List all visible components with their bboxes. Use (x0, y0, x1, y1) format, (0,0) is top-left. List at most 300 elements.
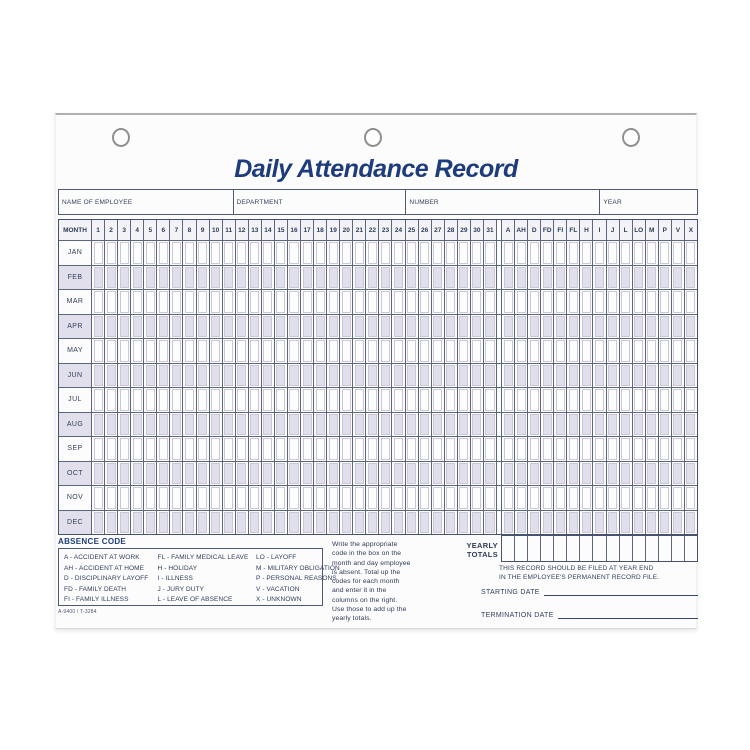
day-write-in-box (198, 512, 207, 534)
month-row-label: DEC (59, 511, 91, 535)
day-cell (458, 437, 470, 461)
day-write-in-box (263, 512, 272, 534)
day-write-in-box (107, 316, 116, 338)
day-cell (445, 364, 457, 388)
yearly-total-cell (580, 536, 592, 561)
code-write-in-box (556, 242, 565, 264)
day-write-in-box (485, 389, 494, 411)
day-cell (118, 241, 130, 265)
day-write-in-box (381, 512, 390, 534)
day-write-in-box (446, 512, 455, 534)
code-write-in-box (569, 365, 578, 387)
day-cell (392, 266, 404, 290)
day-cell (366, 241, 378, 265)
day-cell (379, 241, 391, 265)
day-cell (157, 388, 169, 412)
code-total-cell (620, 290, 632, 314)
day-cell (92, 486, 104, 510)
code-write-in-box (595, 438, 604, 460)
code-total-cell (567, 437, 579, 461)
code-write-in-box (517, 389, 526, 411)
day-cell (236, 462, 248, 486)
day-column-header: 26 (419, 220, 431, 240)
day-write-in-box (159, 414, 168, 436)
code-total-cell (502, 413, 514, 437)
code-total-cell (659, 315, 671, 339)
day-cell (157, 511, 169, 535)
code-total-cell (659, 511, 671, 535)
day-cell (170, 486, 182, 510)
day-cell (118, 486, 130, 510)
day-cell (340, 413, 352, 437)
day-write-in-box (289, 316, 298, 338)
day-write-in-box (316, 512, 325, 534)
day-write-in-box (420, 389, 429, 411)
day-write-in-box (276, 316, 285, 338)
absence-code-entry: FI - FAMILY ILLNESS (64, 596, 129, 604)
code-total-cell (554, 413, 566, 437)
day-write-in-box (159, 487, 168, 509)
day-cell (340, 339, 352, 363)
day-write-in-box (355, 463, 364, 485)
day-cell (484, 388, 496, 412)
day-write-in-box (172, 365, 181, 387)
code-write-in-box (686, 291, 695, 313)
code-write-in-box (621, 316, 630, 338)
day-cell (275, 290, 287, 314)
day-cell (288, 511, 300, 535)
day-cell (340, 266, 352, 290)
day-cell (419, 413, 431, 437)
instruction-line: is absent. Total up the (332, 568, 401, 576)
attendance-form-paper (55, 113, 697, 629)
day-write-in-box (342, 291, 351, 313)
code-write-in-box (608, 463, 617, 485)
day-cell (366, 511, 378, 535)
code-total-cell (593, 437, 605, 461)
day-write-in-box (420, 487, 429, 509)
code-write-in-box (543, 389, 552, 411)
yearly-total-cell (528, 536, 540, 561)
day-write-in-box (433, 267, 442, 289)
day-cell (353, 462, 365, 486)
code-write-in-box (582, 316, 591, 338)
day-cell (144, 462, 156, 486)
absence-code-entry: I - ILLNESS (157, 575, 193, 583)
day-cell (327, 290, 339, 314)
code-column-header: M (646, 220, 658, 240)
day-cell (327, 266, 339, 290)
day-write-in-box (263, 242, 272, 264)
day-write-in-box (289, 438, 298, 460)
code-write-in-box (517, 512, 526, 534)
day-write-in-box (133, 487, 142, 509)
code-total-cell (659, 364, 671, 388)
code-write-in-box (673, 389, 682, 411)
day-write-in-box (172, 242, 181, 264)
day-cell (118, 388, 130, 412)
absence-code-entry: AH - ACCIDENT AT HOME (64, 564, 145, 572)
day-cell (288, 315, 300, 339)
day-write-in-box (342, 414, 351, 436)
day-cell (105, 290, 117, 314)
code-write-in-box (569, 512, 578, 534)
code-write-in-box (517, 267, 526, 289)
day-write-in-box (276, 438, 285, 460)
day-cell (223, 241, 235, 265)
day-cell (379, 413, 391, 437)
day-cell (210, 315, 222, 339)
code-write-in-box (660, 340, 669, 362)
code-total-cell (502, 315, 514, 339)
code-total-cell (541, 364, 553, 388)
day-cell (210, 290, 222, 314)
code-write-in-box (504, 414, 513, 436)
code-total-cell (580, 388, 592, 412)
day-write-in-box (237, 463, 246, 485)
day-write-in-box (224, 291, 233, 313)
info-field-department (233, 190, 406, 214)
month-row-label: OCT (59, 462, 91, 486)
code-write-in-box (543, 463, 552, 485)
day-cell (92, 241, 104, 265)
code-total-cell (541, 290, 553, 314)
day-write-in-box (276, 487, 285, 509)
code-write-in-box (647, 414, 656, 436)
day-write-in-box (420, 414, 429, 436)
day-cell (340, 241, 352, 265)
day-cell (118, 462, 130, 486)
day-cell (353, 413, 365, 437)
code-write-in-box (595, 267, 604, 289)
day-write-in-box (355, 365, 364, 387)
punch-hole-right (622, 128, 640, 147)
day-cell (379, 266, 391, 290)
day-write-in-box (146, 463, 155, 485)
day-write-in-box (133, 512, 142, 534)
day-cell (197, 388, 209, 412)
day-cell (432, 413, 444, 437)
day-write-in-box (107, 487, 116, 509)
day-write-in-box (263, 463, 272, 485)
day-write-in-box (172, 414, 181, 436)
day-cell (170, 413, 182, 437)
day-write-in-box (276, 291, 285, 313)
day-cell (301, 437, 313, 461)
day-write-in-box (263, 291, 272, 313)
day-cell (236, 486, 248, 510)
day-cell (301, 241, 313, 265)
day-write-in-box (237, 487, 246, 509)
day-write-in-box (276, 242, 285, 264)
day-write-in-box (342, 389, 351, 411)
day-cell (197, 437, 209, 461)
month-row-label: JAN (59, 241, 91, 265)
starting-date-label: STARTING DATE (481, 589, 540, 596)
day-write-in-box (250, 487, 259, 509)
day-cell (301, 511, 313, 535)
day-column-header: 18 (314, 220, 326, 240)
day-cell (432, 486, 444, 510)
grid-spacer (497, 220, 501, 240)
code-write-in-box (504, 267, 513, 289)
code-write-in-box (582, 487, 591, 509)
day-cell (131, 388, 143, 412)
day-write-in-box (224, 316, 233, 338)
code-write-in-box (673, 316, 682, 338)
day-cell (353, 290, 365, 314)
code-write-in-box (660, 291, 669, 313)
day-cell (262, 241, 274, 265)
day-write-in-box (485, 267, 494, 289)
day-write-in-box (172, 340, 181, 362)
yearly-total-cell (633, 536, 645, 561)
day-cell (327, 364, 339, 388)
day-write-in-box (329, 340, 338, 362)
day-cell (249, 413, 261, 437)
day-cell (275, 339, 287, 363)
code-total-cell (633, 413, 645, 437)
yearly-total-cell (502, 536, 514, 561)
day-cell (197, 486, 209, 510)
day-cell (197, 364, 209, 388)
code-write-in-box (608, 512, 617, 534)
code-total-cell (541, 241, 553, 265)
day-write-in-box (303, 414, 312, 436)
code-write-in-box (647, 487, 656, 509)
code-total-cell (646, 315, 658, 339)
day-cell (236, 511, 248, 535)
code-total-cell (659, 486, 671, 510)
code-column-header: D (528, 220, 540, 240)
day-write-in-box (472, 463, 481, 485)
code-write-in-box (556, 316, 565, 338)
code-total-cell (541, 315, 553, 339)
day-write-in-box (485, 316, 494, 338)
code-total-cell (502, 364, 514, 388)
day-write-in-box (329, 438, 338, 460)
day-cell (92, 364, 104, 388)
day-write-in-box (237, 340, 246, 362)
day-write-in-box (368, 365, 377, 387)
code-total-cell (502, 462, 514, 486)
absence-code-entry: P - PERSONAL REASONS (256, 575, 337, 583)
day-write-in-box (329, 291, 338, 313)
day-write-in-box (276, 463, 285, 485)
day-cell (340, 462, 352, 486)
day-cell (392, 290, 404, 314)
day-column-header: 15 (275, 220, 287, 240)
day-write-in-box (342, 512, 351, 534)
day-write-in-box (120, 340, 129, 362)
code-write-in-box (595, 512, 604, 534)
day-write-in-box (198, 438, 207, 460)
day-write-in-box (172, 291, 181, 313)
code-write-in-box (634, 242, 643, 264)
day-write-in-box (263, 316, 272, 338)
day-column-header: 25 (406, 220, 418, 240)
day-cell (392, 511, 404, 535)
day-cell (157, 486, 169, 510)
day-cell (301, 315, 313, 339)
code-write-in-box (582, 267, 591, 289)
day-cell (432, 437, 444, 461)
day-cell (105, 388, 117, 412)
code-total-cell (515, 437, 527, 461)
day-write-in-box (459, 512, 468, 534)
code-write-in-box (634, 512, 643, 534)
code-write-in-box (517, 291, 526, 313)
day-cell (406, 315, 418, 339)
day-write-in-box (133, 438, 142, 460)
day-cell (327, 437, 339, 461)
code-column-header: LO (633, 220, 645, 240)
day-write-in-box (107, 291, 116, 313)
code-write-in-box (621, 267, 630, 289)
day-cell (366, 388, 378, 412)
code-write-in-box (634, 414, 643, 436)
day-write-in-box (368, 414, 377, 436)
day-write-in-box (303, 389, 312, 411)
day-write-in-box (172, 487, 181, 509)
day-cell (183, 413, 195, 437)
day-write-in-box (133, 267, 142, 289)
code-total-cell (633, 241, 645, 265)
code-total-cell (567, 339, 579, 363)
day-cell (366, 290, 378, 314)
day-cell (445, 339, 457, 363)
day-write-in-box (185, 242, 194, 264)
month-row-label: AUG (59, 413, 91, 437)
code-write-in-box (686, 242, 695, 264)
code-write-in-box (608, 365, 617, 387)
code-total-cell (620, 339, 632, 363)
month-row-label: JUN (59, 364, 91, 388)
code-write-in-box (517, 414, 526, 436)
code-total-cell (554, 241, 566, 265)
day-write-in-box (198, 463, 207, 485)
day-cell (275, 413, 287, 437)
day-cell (236, 388, 248, 412)
day-cell (445, 290, 457, 314)
code-total-cell (515, 339, 527, 363)
code-write-in-box (621, 438, 630, 460)
day-write-in-box (316, 389, 325, 411)
code-write-in-box (608, 487, 617, 509)
yearly-total-cell (646, 536, 658, 561)
day-write-in-box (94, 365, 103, 387)
day-cell (210, 462, 222, 486)
code-total-cell (672, 241, 684, 265)
day-cell (144, 413, 156, 437)
day-cell (353, 315, 365, 339)
day-write-in-box (446, 463, 455, 485)
day-cell (366, 266, 378, 290)
day-cell (92, 315, 104, 339)
day-write-in-box (459, 487, 468, 509)
day-write-in-box (329, 487, 338, 509)
day-write-in-box (198, 487, 207, 509)
day-cell (406, 486, 418, 510)
day-cell (419, 388, 431, 412)
code-total-cell (515, 241, 527, 265)
day-write-in-box (250, 389, 259, 411)
yearly-total-cell (620, 536, 632, 561)
day-write-in-box (224, 487, 233, 509)
day-cell (183, 486, 195, 510)
day-column-header: 22 (366, 220, 378, 240)
info-field-name-of-employee (59, 190, 233, 214)
day-column-header: 21 (353, 220, 365, 240)
day-write-in-box (211, 463, 220, 485)
day-cell (105, 486, 117, 510)
yearly-totals-label: YEARLY TOTALS (466, 541, 498, 559)
day-write-in-box (198, 340, 207, 362)
day-cell (340, 437, 352, 461)
code-write-in-box (660, 267, 669, 289)
day-write-in-box (224, 365, 233, 387)
code-total-cell (672, 462, 684, 486)
day-write-in-box (355, 389, 364, 411)
day-write-in-box (316, 242, 325, 264)
day-write-in-box (407, 463, 416, 485)
code-total-cell (685, 364, 697, 388)
code-write-in-box (530, 267, 539, 289)
punch-hole-left (112, 128, 130, 147)
day-write-in-box (316, 438, 325, 460)
day-cell (249, 266, 261, 290)
day-write-in-box (133, 389, 142, 411)
day-cell (419, 364, 431, 388)
code-total-cell (554, 388, 566, 412)
day-cell (92, 388, 104, 412)
absence-code-entry: A - ACCIDENT AT WORK (64, 554, 140, 561)
day-cell (379, 462, 391, 486)
month-row-label: FEB (59, 266, 91, 290)
code-write-in-box (621, 242, 630, 264)
day-cell (144, 241, 156, 265)
day-write-in-box (355, 316, 364, 338)
instruction-line: and enter it in the (332, 587, 387, 595)
day-cell (419, 315, 431, 339)
day-write-in-box (342, 487, 351, 509)
code-write-in-box (543, 340, 552, 362)
code-total-cell (554, 315, 566, 339)
code-write-in-box (556, 463, 565, 485)
day-cell (366, 437, 378, 461)
day-write-in-box (250, 463, 259, 485)
day-write-in-box (316, 463, 325, 485)
code-write-in-box (595, 414, 604, 436)
code-total-cell (633, 266, 645, 290)
code-total-cell (528, 462, 540, 486)
code-total-cell (515, 511, 527, 535)
day-cell (105, 462, 117, 486)
day-cell (458, 388, 470, 412)
day-cell (301, 364, 313, 388)
day-write-in-box (289, 267, 298, 289)
day-cell (432, 364, 444, 388)
day-cell (262, 486, 274, 510)
day-write-in-box (120, 291, 129, 313)
code-total-cell (646, 241, 658, 265)
code-total-cell (620, 241, 632, 265)
code-total-cell (672, 486, 684, 510)
code-total-cell (541, 266, 553, 290)
starting-date-row (481, 587, 698, 596)
code-total-cell (528, 241, 540, 265)
code-total-cell (515, 266, 527, 290)
